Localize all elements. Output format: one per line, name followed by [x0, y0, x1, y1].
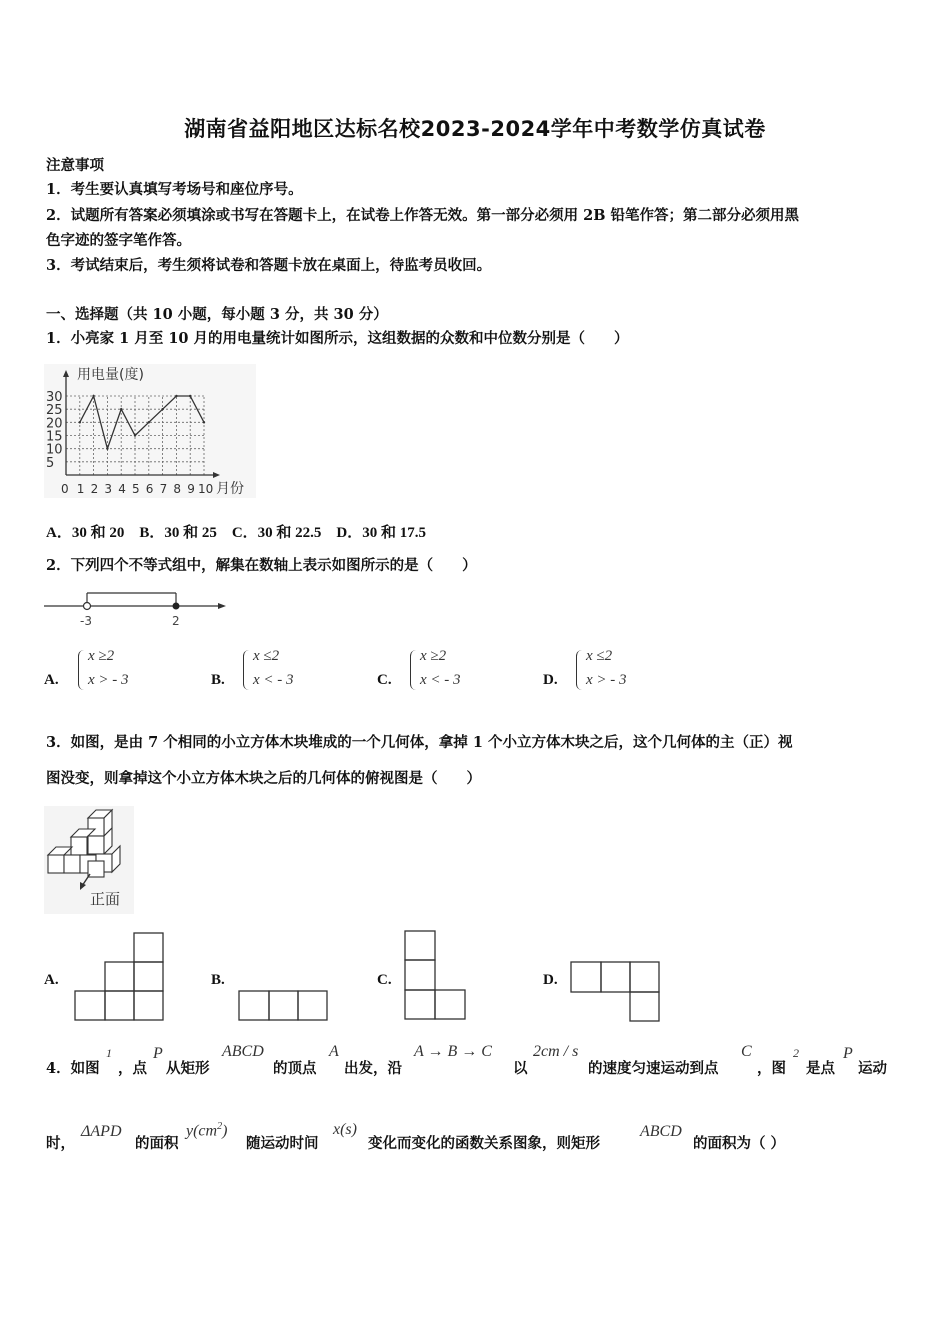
data-point	[161, 408, 163, 410]
data-point	[148, 421, 150, 423]
data-point	[134, 434, 136, 436]
q4-p5: 出发，沿	[344, 1060, 402, 1077]
q2-option-d-system	[576, 648, 656, 696]
notice-heading: 注意事项	[46, 157, 104, 174]
notice-item-1: 1．考生要认真填写考场号和座位序号。	[46, 181, 303, 198]
x-tick-label: 8	[173, 482, 182, 496]
option-b-line2: x < - 3	[253, 672, 294, 688]
q4-p13: 随运动时间	[246, 1135, 319, 1152]
q2-option-b-system	[243, 648, 323, 696]
q4-p7: 的速度匀速运动到点	[588, 1060, 719, 1077]
x-tick-label: 6	[145, 482, 154, 496]
q2-number-line	[44, 588, 230, 630]
q4-ycm: $y(cm^2)$	[186, 1121, 228, 1140]
q3-cube-figure	[44, 806, 134, 914]
q4-ABCD: ABCD	[222, 1043, 264, 1060]
label-neg3: -3	[80, 614, 92, 628]
x-tick-label: 1	[76, 482, 85, 496]
x-tick-label: 9	[187, 482, 195, 496]
x-tick-label: 3	[104, 482, 113, 496]
q3-option-d-figure	[570, 961, 662, 1023]
q4-C: C	[741, 1043, 752, 1060]
option-d-label: D.	[543, 672, 558, 688]
q4-APD: ΔAPD	[81, 1123, 122, 1140]
q3-option-a-figure	[74, 932, 166, 1022]
y-tick-label: 25	[46, 403, 63, 419]
q4-P2: P	[843, 1045, 853, 1062]
label-2: 2	[172, 614, 180, 628]
q3-option-a-label[interactable]: A.	[44, 972, 59, 988]
page-title: 湖南省益阳地区达标名校2023-2024学年中考数学仿真试卷	[184, 117, 766, 141]
option-a-line2: x > - 3	[88, 672, 129, 688]
q2-option-a-system	[78, 648, 158, 696]
q3-option-b-label[interactable]: B.	[211, 972, 225, 988]
q4-p15: 的面积为（ ）	[693, 1135, 786, 1152]
closed-point	[173, 603, 180, 610]
data-point	[79, 421, 81, 423]
option-d-line1: x ≤2	[586, 648, 613, 664]
q4-fig1: 1	[106, 1046, 112, 1060]
y-tick-label: 15	[46, 429, 63, 445]
option-b-line1: x ≤2	[253, 648, 280, 664]
x-tick-label: 0	[61, 482, 69, 496]
option-c-line1: x ≥2	[420, 648, 447, 664]
data-point	[203, 421, 205, 423]
open-point	[84, 603, 91, 610]
data-point	[92, 395, 94, 397]
y-tick-label: 20	[46, 416, 63, 432]
number-line-arrow	[218, 603, 226, 609]
q4-path: A → B → C	[414, 1043, 492, 1060]
q4-p8: ，图	[757, 1060, 786, 1077]
notice-item-2: 2．试题所有答案必须填涂或书写在答题卡上，在试卷上作答无效。第一部分必须用 2B 铅笔作答；第二部分必须用黑	[46, 207, 800, 224]
option-c-line2: x < - 3	[420, 672, 461, 688]
q4-p1: 4．如图	[46, 1060, 100, 1077]
question-3-line2: 图没变，则拿掉这个小立方体木块之后的几何体的俯视图是（ ）	[46, 770, 481, 787]
option-b-label: B.	[211, 672, 225, 688]
q1-line-chart	[44, 364, 256, 498]
front-label: 正面	[90, 890, 121, 908]
question-3-line1: 3．如图，是由 7 个相同的小立方体木块堆成的一个几何体，拿掉 1 个小立方体木块之后，这个几何体的主（正）视	[46, 734, 793, 751]
notice-item-3: 3．考试结束后，考生须将试卷和答题卡放在桌面上，待监考员收回。	[46, 257, 492, 274]
q4-xs: x(s)	[333, 1121, 357, 1138]
q2-option-a[interactable]	[44, 669, 59, 689]
x-axis-label: 月份	[216, 481, 244, 497]
q2-option-b[interactable]	[211, 669, 225, 689]
data-point	[175, 395, 177, 397]
question-1-options: A．30 和 20 B．30 和 25 C．30 和 22.5 D．30 和 17.5	[46, 525, 427, 541]
x-tick-label: 5	[132, 482, 140, 496]
option-d-line2: x > - 3	[586, 672, 627, 688]
y-tick-label: 10	[46, 442, 63, 458]
notice-item-2-cont: 色字迹的签字笔作答。	[46, 232, 191, 249]
q3-option-c-figure	[404, 930, 468, 1022]
q4-p3: 从矩形	[166, 1060, 210, 1077]
x-tick-label: 7	[159, 482, 168, 496]
q4-fig2: 2	[793, 1046, 799, 1060]
q2-option-c[interactable]	[377, 669, 392, 689]
y-tick-label: 5	[46, 455, 55, 471]
q2-option-d[interactable]	[543, 669, 558, 689]
option-a-label: A.	[44, 672, 59, 688]
x-tick-label: 2	[90, 482, 99, 496]
q4-speed: 2cm / s	[533, 1043, 579, 1060]
q4-p14: 变化而变化的函数关系图象，则矩形	[368, 1135, 600, 1152]
q3-option-b-figure	[238, 990, 330, 1022]
q4-P: P	[153, 1045, 163, 1062]
q4-p11: 时，	[46, 1135, 75, 1152]
y-axis-label: 用电量(度)	[77, 367, 144, 383]
q4-p10: 运动	[858, 1060, 887, 1077]
data-point	[120, 408, 122, 410]
q3-option-d-label[interactable]: D.	[543, 972, 558, 988]
option-a-line1: x ≥2	[88, 648, 115, 664]
q4-p2: ，点	[118, 1060, 147, 1077]
question-1-text: 1．小亮家 1 月至 10 月的用电量统计如图所示，这组数据的众数和中位数分别是（ ）	[46, 330, 629, 347]
question-2-text: 2．下列四个不等式组中，解集在数轴上表示如图所示的是（ ）	[46, 557, 477, 574]
section-heading: 一、选择题（共 10 小题，每小题 3 分，共 30 分）	[46, 306, 388, 323]
data-point	[189, 395, 191, 397]
q4-p6: 以	[513, 1060, 528, 1077]
q4-p12: 的面积	[135, 1135, 179, 1152]
y-tick-label: 30	[46, 390, 63, 405]
q4-p9: 是点	[806, 1060, 835, 1077]
q3-option-c-label[interactable]: C.	[377, 972, 392, 988]
x-tick-label: 10	[198, 482, 214, 496]
data-point	[106, 447, 108, 449]
x-tick-label: 4	[118, 482, 126, 496]
q4-p4: 的顶点	[273, 1060, 317, 1077]
q2-option-c-system	[410, 648, 490, 696]
q4-ABCD2: ABCD	[640, 1123, 682, 1140]
option-c-label: C.	[377, 672, 392, 688]
q4-A: A	[329, 1043, 339, 1060]
